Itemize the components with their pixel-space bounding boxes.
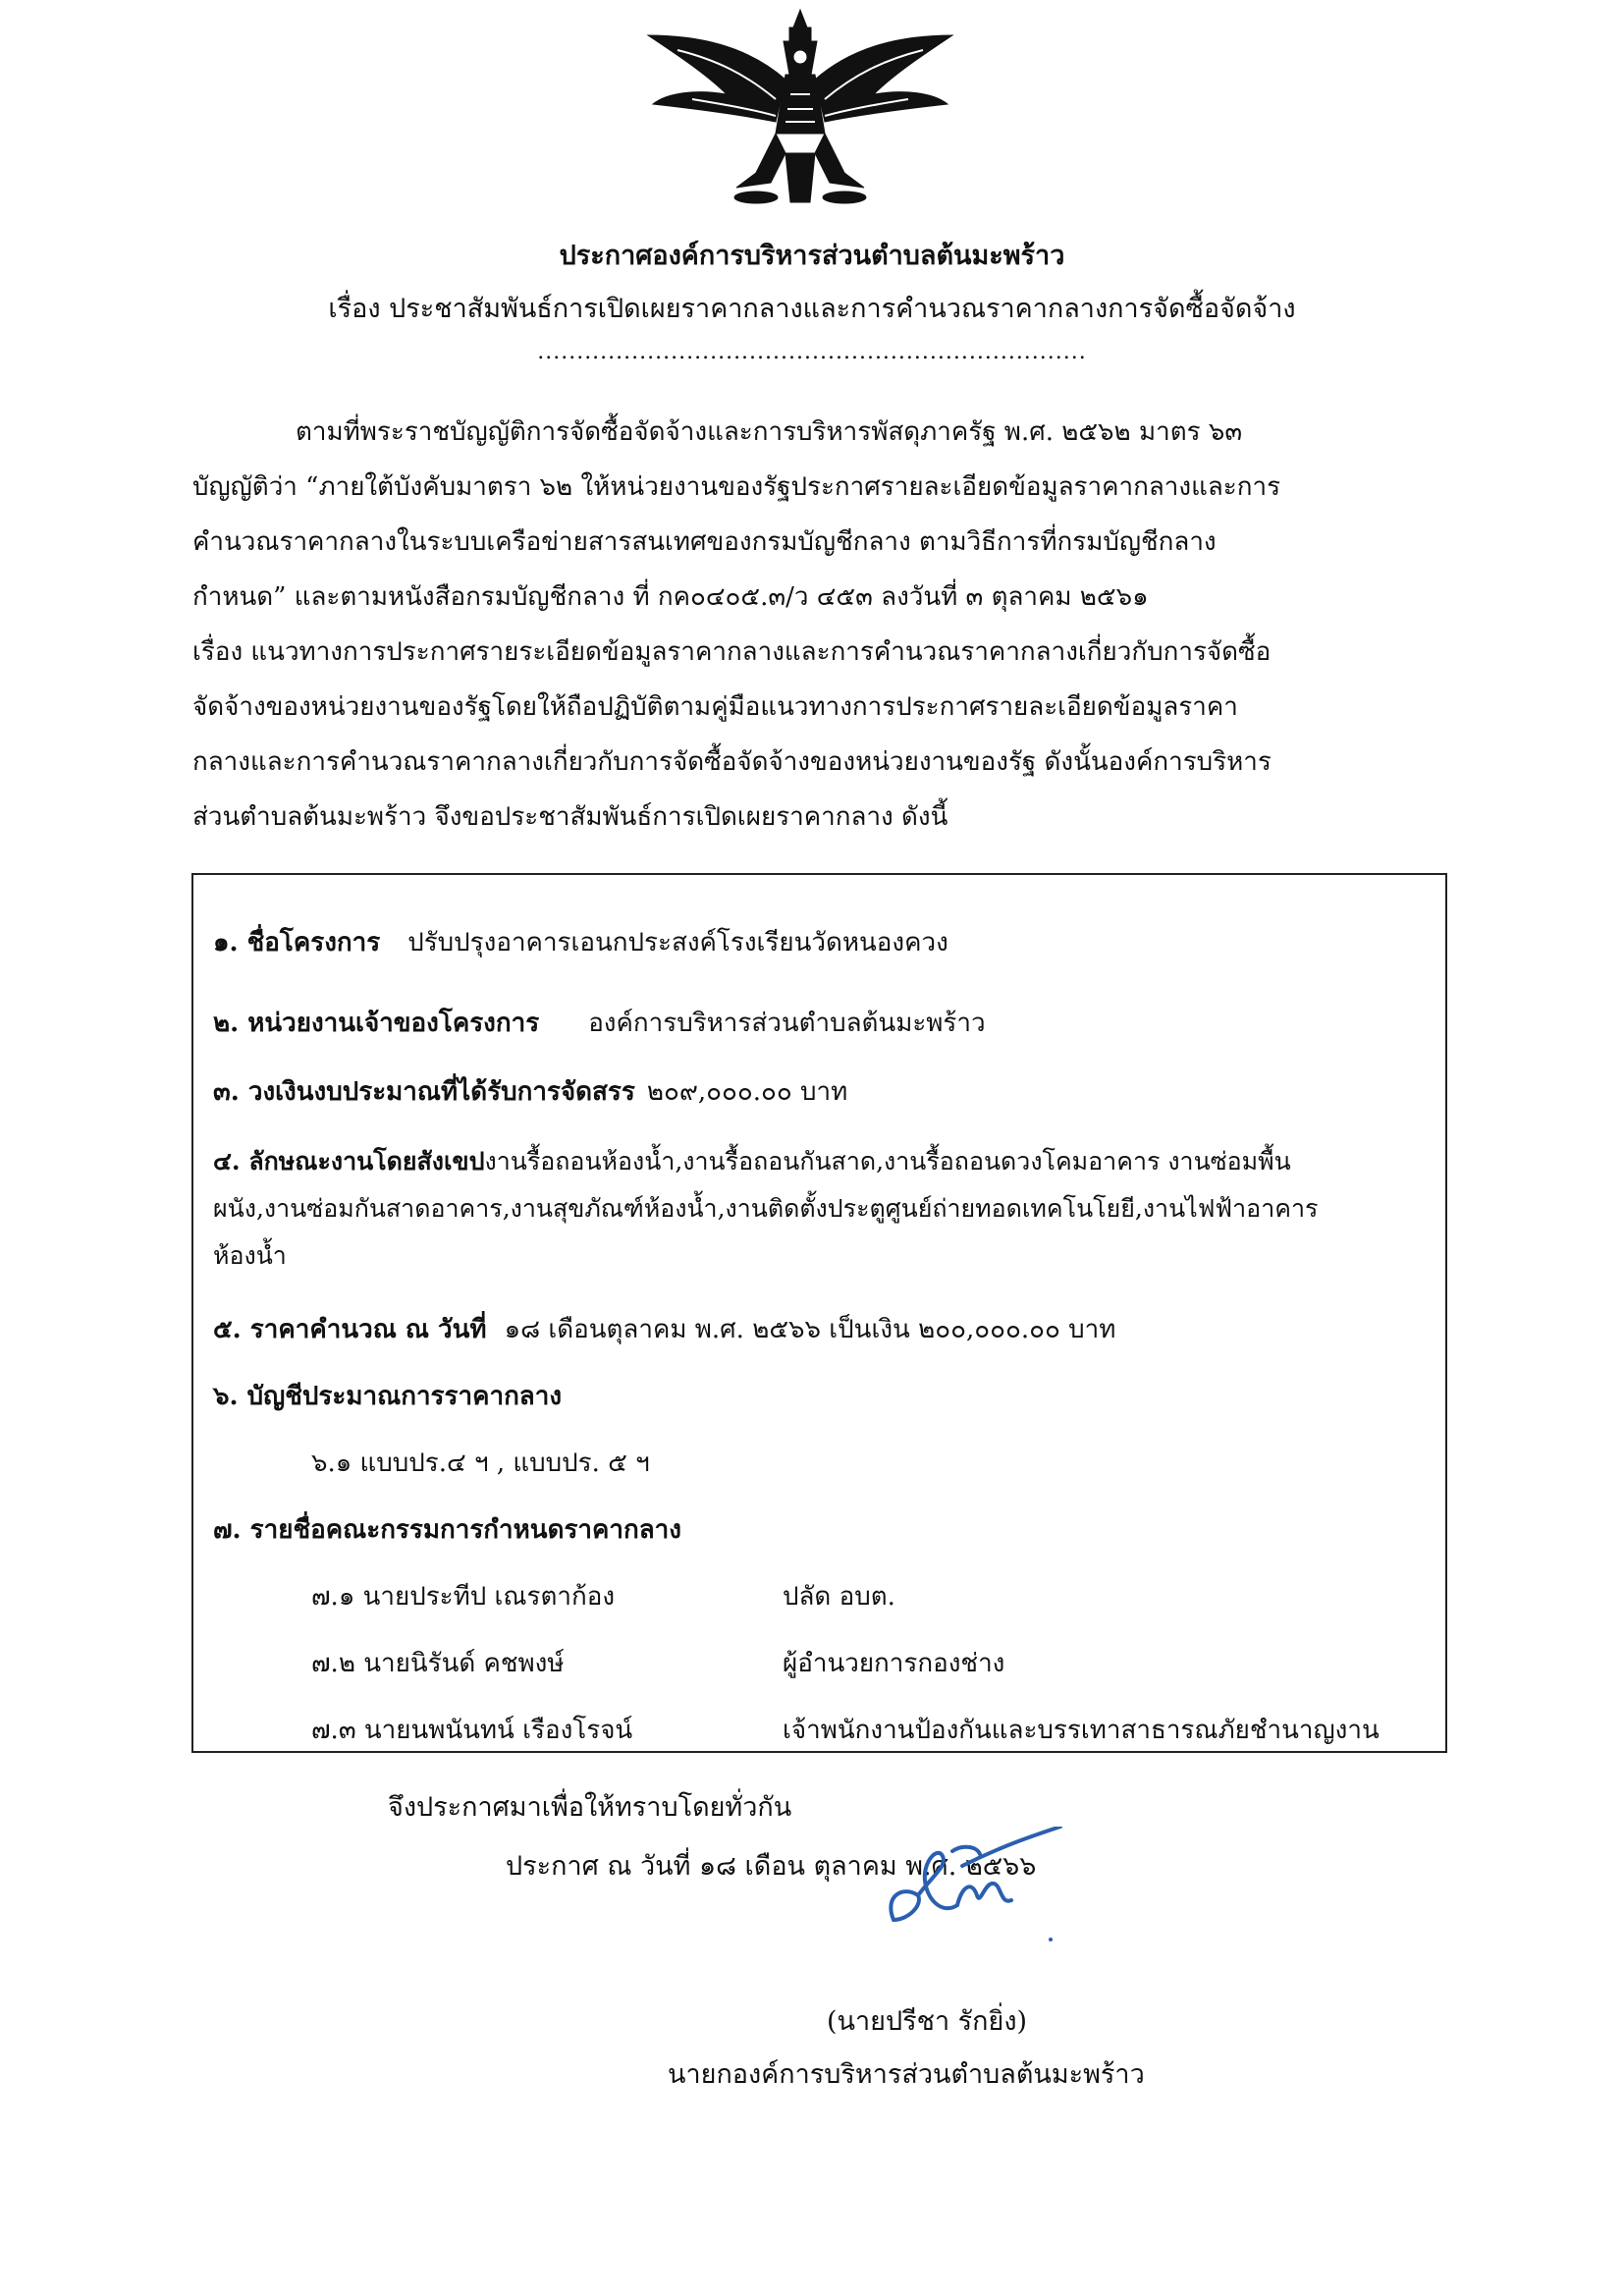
separator-line: ...................................................................... [537,340,1087,364]
body-paragraph [192,405,1426,845]
work-summary-label: ๔. ลักษณะงานโดยสังเขป [213,1147,485,1175]
garuda-emblem-icon [638,6,962,212]
announcement-subject: เรื่อง ประชาสัมพันธ์การเปิดเผยราคากลางและการคำนวณราคากลางการจัดซื้อจัดจ้าง [328,294,1296,324]
work-summary-line: ห้องน้ำ [213,1241,287,1270]
calc-price-row [213,1309,1115,1349]
body-line: ตามที่พระราชบัญญัติการจัดซื้อจัดจ้างและการบริหารพัสดุภาครัฐ พ.ศ. ๒๕๖๒ มาตร ๖๓ [296,417,1243,447]
closing-announce: จึงประกาศมาเพื่อให้ทราบโดยทั่วกัน [388,1792,792,1823]
signer-name: (นายปรีชา รักยิ่ง) [827,2006,1028,2037]
committee-member-name: ๗.๑ นายประทีป เณรตาก้อง [311,1582,616,1612]
body-line: บัญญัติว่า “ภายใต้บังคับมาตรา ๖๒ ให้หน่วยงานของรัฐประกาศรายละเอียดข้อมูลราคากลางและการ [192,472,1281,502]
work-summary-line: งานรื้อถอนห้องน้ำ,งานรื้อถอนกันสาด,งานรื้อถอนดวงโคมอาคาร งานซ่อมพื้น [484,1147,1291,1175]
budget-label: ๓. วงเงินงบประมาณที่ได้รับการจัดสรร [213,1077,635,1107]
budget-row [213,1071,847,1112]
project-details-box [191,873,1447,1753]
estimate-row [213,1376,562,1416]
committee-member-name: ๗.๒ นายนิรันด์ คชพงษ์ [311,1649,565,1678]
project-owner-label: ๒. หน่วยงานเจ้าของโครงการ [213,1009,540,1038]
calc-price-label: ๕. ราคาคำนวณ ณ วันที่ [213,1315,487,1344]
committee-label: ๗. รายชื่อคณะกรรมการกำหนดราคากลาง [213,1515,681,1545]
body-line: เรื่อง แนวทางการประกาศรายระเอียดข้อมูลราคากลางและการคำนวณราคากลางเกี่ยวกับการจัดซื้อ [192,637,1272,667]
announcement-title: ประกาศองค์การบริหารส่วนตำบลต้นมะพร้าว [559,241,1065,271]
project-owner-value: องค์การบริหารส่วนตำบลต้นมะพร้าว [588,1009,986,1038]
work-summary [213,1138,1431,1280]
project-name-row [213,922,948,962]
work-summary-line: ผนัง,งานซ่อมกันสาดอาคาร,งานสุขภัณฑ์ห้องน้ำ,งานติดตั้งประตูศูนย์ถ่ายทอดเทคโนโยยี,งานไฟฟ้าอาคาร [213,1194,1319,1223]
project-name-label: ๑. ชื่อโครงการ [213,928,381,957]
committee-member-role: ผู้อำนวยการกองช่าง [783,1649,1005,1678]
project-owner-row [213,1003,986,1043]
calc-price-value: ๑๘ เดือนตุลาคม พ.ศ. ๒๕๖๖ เป็นเงิน ๒๐๐,๐๐๐.๐๐ บาท [504,1315,1116,1344]
body-line: จัดจ้างของหน่วยงานของรัฐโดยให้ถือปฏิบัติตามคู่มือแนวทางการประกาศรายละเอียดข้อมูลราคา [192,692,1238,722]
announce-date: ประกาศ ณ วันที่ ๑๘ เดือน ตุลาคม พ.ศ. ๒๕๖๖ [506,1851,1037,1882]
body-line: กำหนด” และตามหนังสือกรมบัญชีกลาง ที่ กค๐๔๐๕.๓/ว ๔๕๓ ลงวันที่ ๓ ตุลาคม ๒๕๖๑ [192,582,1149,612]
committee-member-name: ๗.๓ นายนพนันทน์ เรืองโรจน์ [311,1716,633,1745]
body-line: ส่วนตำบลต้นมะพร้าว จึงขอประชาสัมพันธ์การเปิดเผยราคากลาง ดังนี้ [192,802,948,832]
committee-row [213,1509,681,1550]
budget-value: ๒๐๙,๐๐๐.๐๐ บาท [646,1077,848,1107]
committee-member-role: ปลัด อบต. [783,1582,895,1612]
project-name-value: ปรับปรุงอาคารเอนกประสงค์โรงเรียนวัดหนองควง [407,928,948,957]
body-line: กลางและการคำนวณราคากลางเกี่ยวกับการจัดซื้อจัดจ้างของหน่วยงานของรัฐ ดังนั้นองค์การบริหาร [192,747,1272,777]
estimate-item: ๖.๑ แบบปร.๔ ฯ , แบบปร. ๕ ฯ [311,1449,650,1478]
signature-image [864,1827,1080,1944]
estimate-label: ๖. บัญชีประมาณการราคากลาง [213,1382,563,1411]
signer-title: นายกองค์การบริหารส่วนตำบลต้นมะพร้าว [668,2059,1145,2090]
committee-member-role: เจ้าพนักงานป้องกันและบรรเทาสาธารณภัยชำนาญงาน [783,1716,1380,1745]
body-line: คำนวณราคากลางในระบบเครือข่ายสารสนเทศของกรมบัญชีกลาง ตามวิธีการที่กรมบัญชีกลาง [192,527,1217,557]
